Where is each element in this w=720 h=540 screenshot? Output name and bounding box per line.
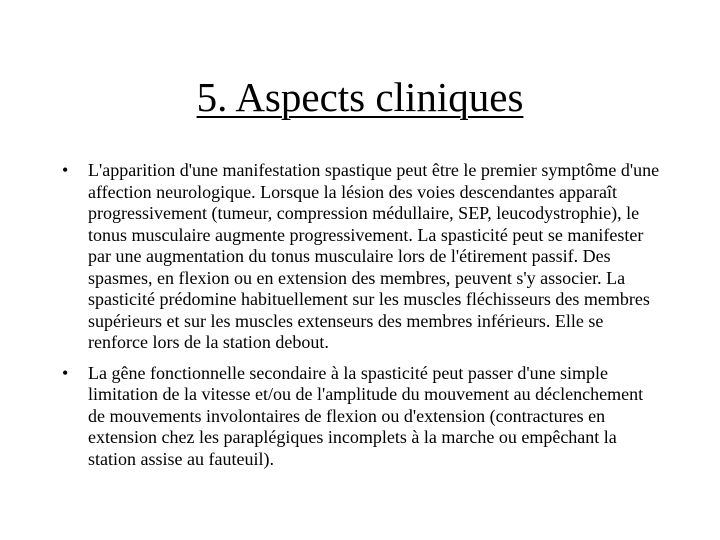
bullet-item-functional-impairment [62, 363, 662, 471]
bullet-text: L'apparition d'une manifestation spastique peut être le premier symptôme d'une affection neurologique. Lorsque la lésion des voies descendantes apparaît progressivement (tumeur, compression médullaire, SEP, leucodystrophie), le tonus musculaire augmente progressivement. La spasticité peut se manifester par une augmentation du tonus musculaire lors de l'étirement passif. Des spasmes, en flexion ou en extension des membres, peuvent s'y associer. La spasticité prédomine habituellement sur les muscles fléchisseurs des membres supérieurs et sur les muscles extenseurs des membres inférieurs. Elle se renforce lors de la station debout. [88, 160, 660, 352]
bullet-item-spasticity-onset [62, 160, 662, 354]
bullet-list [62, 160, 662, 479]
bullet-text: La gêne fonctionnelle secondaire à la spasticité peut passer d'une simple limitation de la vitesse et/ou de l'amplitude du mouvement au déclenchement de mouvements involontaires de flexion ou d'extension (contractures en extension chez les paraplégiques incomplets à la marche ou empêchant la station assise au fauteuil). [88, 362, 644, 469]
slide-title: 5. Aspects cliniques [196, 74, 524, 120]
bullet-marker: • [62, 160, 69, 180]
bullet-marker: • [62, 362, 69, 383]
